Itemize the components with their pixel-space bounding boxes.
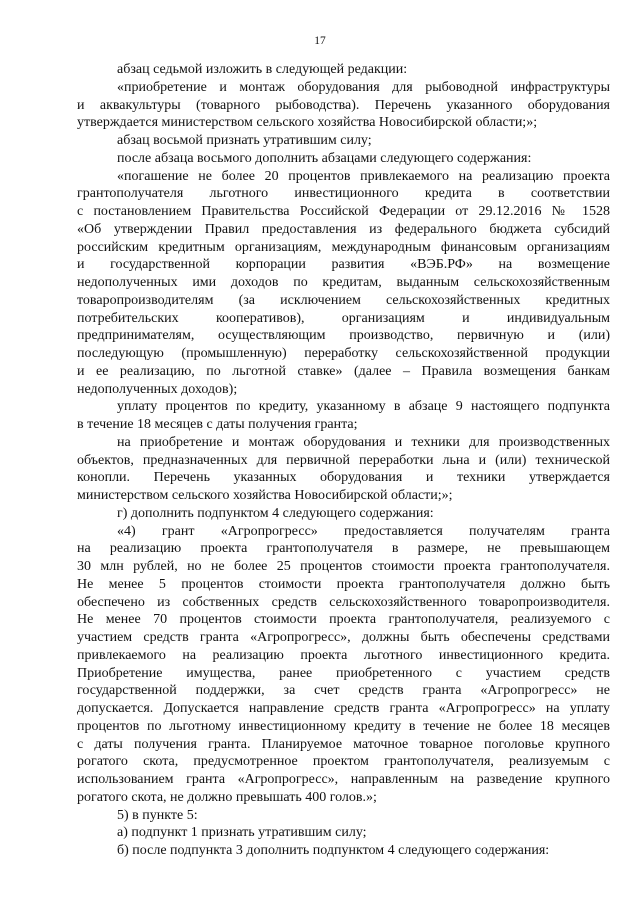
text-line: после абзаца восьмого дополнить абзацами следующего содержания: (117, 150, 532, 166)
text-line: «Об утверждении Правил предоставления из федерального бюджета субсидий (77, 221, 610, 237)
text-line: грантополучателя льготного инвестиционного кредита в соответствии (77, 186, 610, 202)
page-number: 17 (314, 35, 326, 47)
text-line: «приобретение и монтаж оборудования для рыбоводной инфраструктуры (117, 79, 610, 95)
text-line: предпринимателям, осуществляющим производство, первичную и (или) (77, 328, 610, 344)
text-line: использованием гранта «Агропрогресс», направленным на разведение крупного (77, 772, 610, 787)
text-line: утверждается министерством сельского хозяйства Новосибирской области;»; (77, 115, 538, 131)
text-line: на реализацию проекта грантополучателя в размере, не превышающем (77, 541, 610, 557)
text-line: с даты получения гранта. Планируемое маточное товарное поголовье крупного (77, 736, 610, 752)
text-line: объектов, предназначенных для первичной переработки льна и (или) технической (77, 452, 610, 468)
text-line: уплату процентов по кредиту, указанному в абзаце 9 настоящего подпункта (117, 399, 610, 415)
text-line: и аквакультуры (товарного рыбоводства). Перечень указанного оборудования (77, 97, 610, 113)
text-line: процентов по льготному инвестиционному кредиту в течение не более 18 месяцев (77, 718, 610, 734)
text-line: г) дополнить подпунктом 4 следующего содержания: (117, 505, 434, 521)
text-line: «погашение не более 20 процентов привлекаемого на реализацию проекта (117, 168, 610, 184)
text-line: потребительских кооперативов), организациям и индивидуальным (77, 310, 610, 326)
text-line: конопли. Перечень указанных оборудования и техники утверждается (77, 470, 610, 486)
text-line: государственной поддержки, за счет средств гранта «Агропрогресс» не (77, 683, 610, 699)
text-line: в течение 18 месяцев с даты получения гранта; (77, 417, 358, 432)
text-line: и государственной корпорации развития «ВЭБ.РФ» на возмещение (77, 257, 610, 273)
text-line: на приобретение и монтаж оборудования и техники для производственных (117, 434, 610, 450)
text-line: Не менее 5 процентов стоимости проекта грантополучателя должно быть (77, 576, 610, 592)
text-line: последующую (промышленную) переработку сельскохозяйственной продукции (77, 346, 610, 361)
text-line: обеспечено из собственных средств сельскохозяйственного товаропроизводителя. (77, 594, 610, 610)
text-line: рогатого скота, не должно превышать 400 голов.»; (77, 789, 377, 805)
text-line: рогатого скота, предусмотренное проектом грантополучателя, реализуемым с (77, 754, 610, 770)
text-line: допускается. Допускается направление средств гранта «Агропрогресс» на уплату (77, 701, 610, 716)
text-line: 5) в пункте 5: (117, 807, 198, 823)
text-line: привлекаемого на реализацию проекта льготного инвестиционного кредита. (77, 647, 610, 663)
text-line: 30 млн рублей, но не более 25 процентов стоимости проекта грантополучателя. (77, 559, 610, 574)
text-line: недополученных ими доходов по кредитам, выданным сельскохозяйственным (77, 275, 610, 290)
text-line: участием средств гранта «Агропрогресс», должны быть обеспечены средствами (77, 630, 610, 645)
text-line: а) подпункт 1 признать утратившим силу; (117, 825, 367, 841)
text-line: российским кредитным организациям, международным финансовым организациям (77, 239, 610, 255)
text-line: товаропроизводителям (за исключением сельскохозяйственных кредитных (77, 292, 610, 308)
text-line: абзац восьмой признать утратившим силу; (117, 133, 372, 148)
text-line: Не менее 70 процентов стоимости проекта грантополучателя, реализуемого с (77, 612, 610, 628)
text-line: недополученных доходов); (77, 381, 238, 397)
text-line: «4) грант «Агропрогресс» предоставляется получателям гранта (117, 523, 610, 539)
text-line: с постановлением Правительства Российской Федерации от 29.12.2016 № 1528 (77, 204, 610, 219)
text-line: б) после подпункта 3 дополнить подпунктом 4 следующего содержания: (117, 843, 550, 858)
text-line: и ее реализацию, по льготной ставке» (далее – Правила возмещения банкам (77, 363, 610, 379)
text-line: абзац седьмой изложить в следующей редакции: (117, 62, 408, 77)
text-line: министерством сельского хозяйства Новосибирской области;»; (77, 488, 453, 503)
text-line: Приобретение имущества, ранее приобретенного с участием средств (77, 665, 610, 681)
